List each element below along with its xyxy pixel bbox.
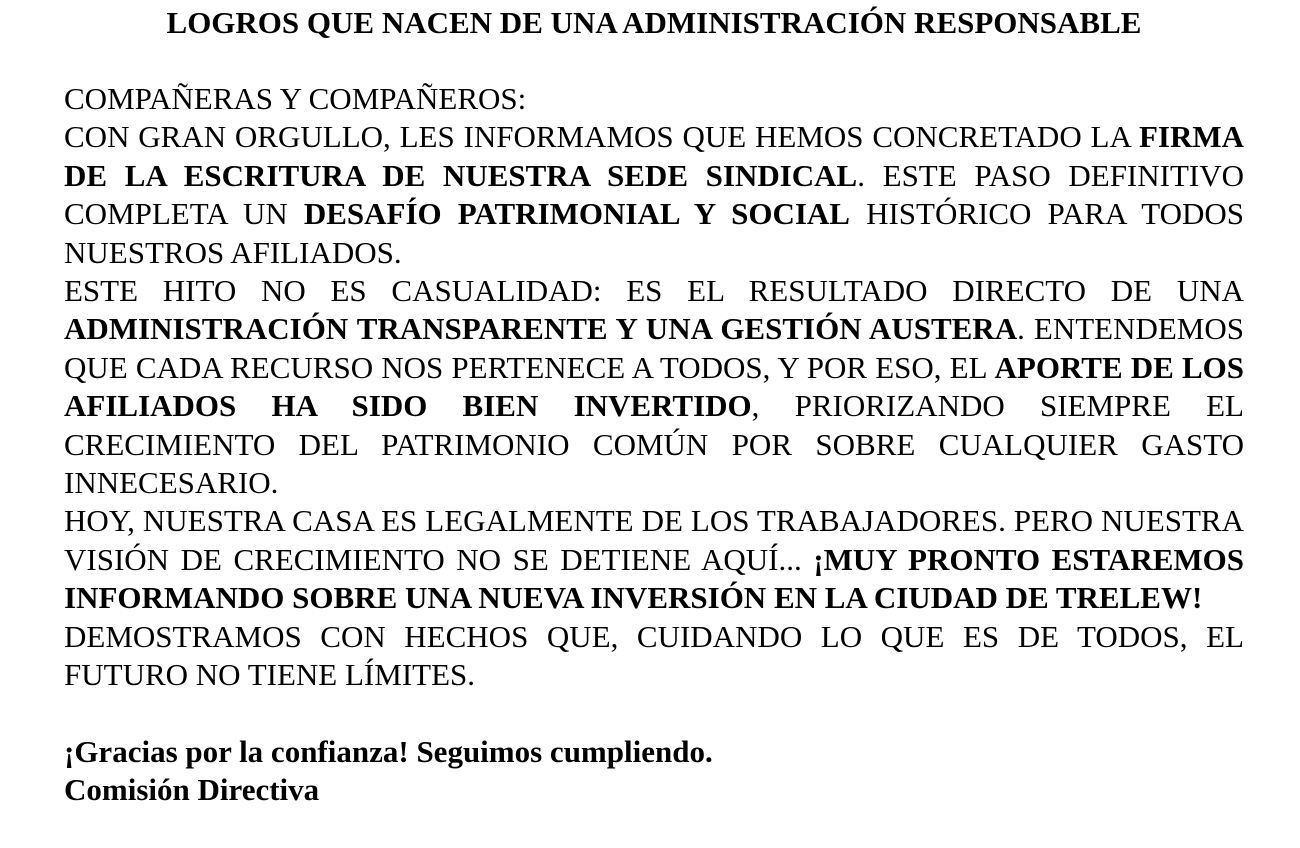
paragraph-administracion <box>64 272 1244 502</box>
document-title: LOGROS QUE NACEN DE UNA ADMINISTRACIÓN RESPONSABLE <box>166 5 1142 40</box>
closing-block <box>64 733 1244 810</box>
document-body <box>64 80 1244 695</box>
signature-line: Comisión Directiva <box>64 771 320 807</box>
thanks-line: ¡Gracias por la confianza! Seguimos cumpliendo. <box>64 733 713 769</box>
paragraph-emphasis: ¡MUY PRONTO ESTAREMOS INFORMANDO SOBRE UNA NUEVA INVERSIÓN EN LA CIUDAD DE TRELEW! <box>64 541 1244 616</box>
paragraph-text: HOY, NUESTRA CASA ES LEGALMENTE DE LOS TRABAJADORES. PERO NUESTRA VISIÓN DE CRECIMIENTO NO SE DETIENE AQUÍ... <box>64 503 1244 577</box>
paragraph-futuro: DEMOSTRAMOS CON HECHOS QUE, CUIDANDO LO QUE ES DE TODOS, EL FUTURO NO TIENE LÍMITES. <box>64 618 1244 693</box>
paragraph-emphasis: DESAFÍO PATRIMONIAL Y SOCIAL <box>303 196 850 232</box>
paragraph-text: CON GRAN ORGULLO, LES INFORMAMOS QUE HEMOS CONCRETADO LA <box>64 119 1139 155</box>
paragraph-text: HISTÓRICO PARA TODOS NUESTROS AFILIADOS. <box>64 196 1244 270</box>
paragraph-text: . ENTENDEMOS QUE CADA RECURSO NOS PERTENECE A TODOS, Y POR ESO, EL <box>64 311 1245 385</box>
paragraph-trelew <box>64 502 1244 617</box>
paragraph-escritura <box>64 118 1244 272</box>
greeting: COMPAÑERAS Y COMPAÑEROS: <box>64 81 527 116</box>
paragraph-emphasis: APORTE DE LOS AFILIADOS HA SIDO BIEN INVERTIDO <box>64 349 1244 424</box>
paragraph-text: . ESTE PASO DEFINITIVO COMPLETA UN <box>64 157 1245 232</box>
paragraph-emphasis: FIRMA DE LA ESCRITURA DE NUESTRA SEDE SINDICAL <box>64 119 1244 193</box>
paragraph-emphasis: ADMINISTRACIÓN TRANSPARENTE Y UNA GESTIÓN AUSTERA <box>64 311 1018 347</box>
paragraph-text: ESTE HITO NO ES CASUALIDAD: ES EL RESULTADO DIRECTO DE UNA <box>64 273 1244 309</box>
paragraph-text: , PRIORIZANDO SIEMPRE EL CRECIMIENTO DEL PATRIMONIO COMÚN POR SOBRE CUALQUIER GASTO INNECESARIO. <box>64 388 1244 501</box>
